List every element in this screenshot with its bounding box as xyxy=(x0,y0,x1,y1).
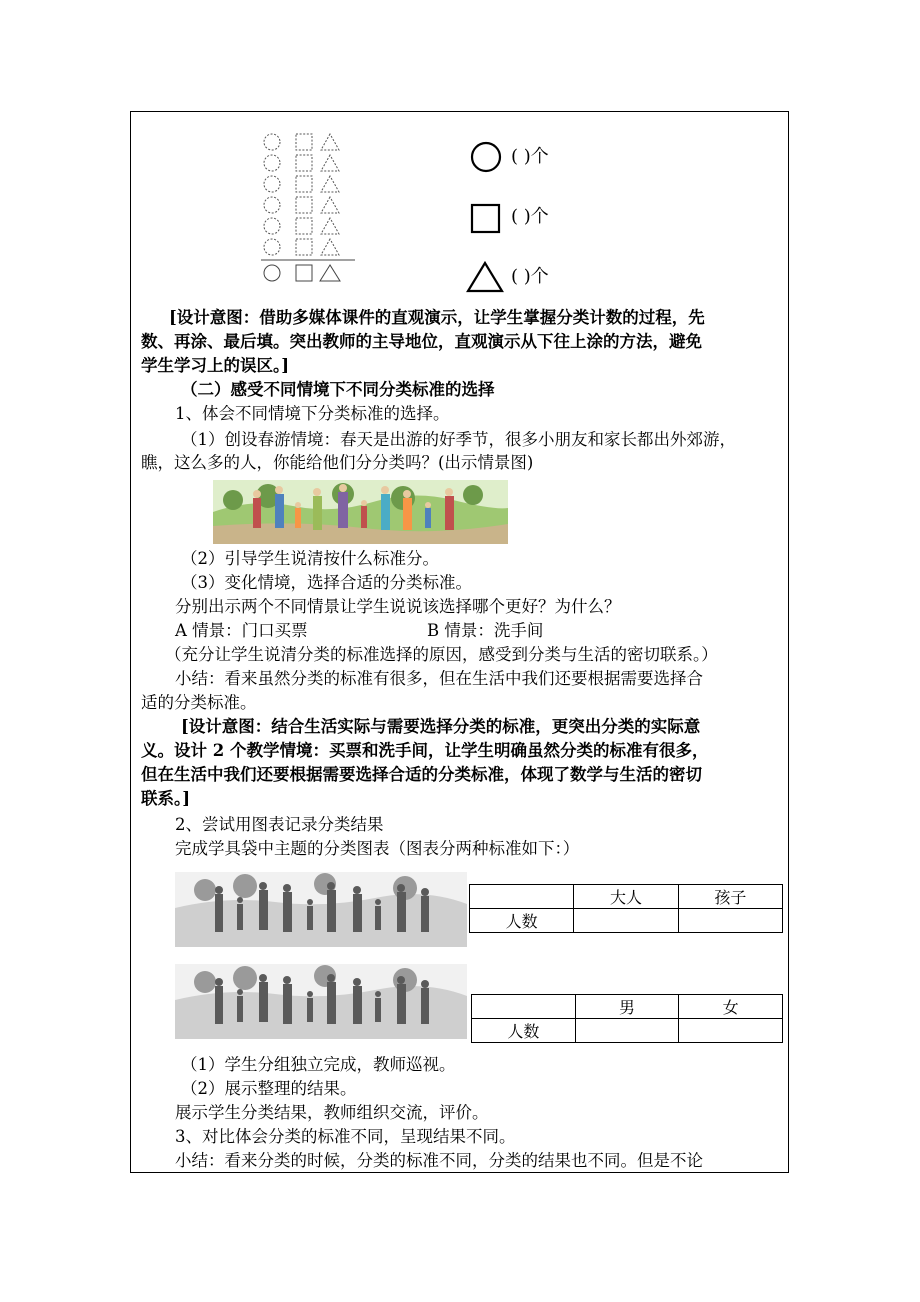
spring-outing-scene-image xyxy=(213,480,508,544)
design-note-2-line-4: 联系。] xyxy=(141,789,191,808)
scene-a-ticket: A 情景：门口买票 xyxy=(175,621,308,640)
table-1-header-adult: 大人 xyxy=(574,885,678,909)
male-female-table xyxy=(471,994,783,1043)
circle-icon xyxy=(469,140,503,174)
table-1-row-label: 人数 xyxy=(470,909,574,933)
square-icon xyxy=(469,202,503,236)
circle-count-answer: ( )个 xyxy=(511,146,549,167)
design-note-1-line-3: 学生学习上的误区。] xyxy=(141,356,290,375)
adult-child-table xyxy=(469,884,783,933)
table-1-header-child: 孩子 xyxy=(678,885,782,909)
item-2-heading: 2、尝试用图表记录分类结果 xyxy=(175,815,384,834)
design-note-2-line-1: [设计意图：结合生活实际与需要选择分类的标准，更突出分类的实际意 xyxy=(181,717,701,736)
step-3-detail: 分别出示两个不同情景让学生说说该选择哪个更好？为什么？ xyxy=(175,597,621,616)
square-column xyxy=(296,134,312,255)
outing-scene-gray-1-image xyxy=(175,872,467,947)
design-note-2-line-3: 但在生活中我们还要根据需要选择合适的分类标准，体现了数学与生活的密切 xyxy=(141,765,702,784)
step-1-line-2: 瞧，这么多的人，你能给他们分分类吗？(出示情景图) xyxy=(141,453,534,472)
step-1-line-1: （1）创设春游情境：春天是出游的好季节，很多小朋友和家长都出外郊游， xyxy=(181,430,736,449)
design-note-2-line-2: 义。设计 2 个教学情境：买票和洗手间，让学生明确虽然分类的标准有很多， xyxy=(141,741,709,760)
step-3: （3）变化情境，选择合适的分类标准。 xyxy=(181,573,472,592)
summary-1-line-1: 小结：看来虽然分类的标准有很多，但在生活中我们还要根据需要选择合 xyxy=(175,669,703,688)
design-note-1-line-2: 数、再涂、最后填。突出教师的主导地位，直观演示从下往上涂的方法，避免 xyxy=(141,332,702,351)
summary-1-line-2: 适的分类标准。 xyxy=(141,693,257,712)
dotted-shapes-illustration xyxy=(259,130,359,286)
group-step-2: （2）展示整理的结果。 xyxy=(181,1079,357,1098)
table-2-header-female: 女 xyxy=(679,995,783,1019)
table-1-corner-cell xyxy=(470,885,574,909)
table-2-male-count-cell[interactable] xyxy=(575,1019,679,1043)
square-count-answer: ( )个 xyxy=(511,206,549,227)
item-2-detail: 完成学具袋中主题的分类图表（图表分两种标准如下：） xyxy=(175,839,580,858)
triangle-count-answer: ( )个 xyxy=(511,266,549,287)
table-2-corner-cell xyxy=(472,995,576,1019)
table-1-child-count-cell[interactable] xyxy=(678,909,782,933)
triangle-icon xyxy=(465,260,505,294)
step-2: （2）引导学生说清按什么标准分。 xyxy=(181,549,439,568)
table-2-header-male: 男 xyxy=(575,995,679,1019)
summary-2: 小结：看来分类的时候，分类的标准不同，分类的结果也不同。但是不论 xyxy=(175,1151,703,1170)
triangle-column xyxy=(321,134,339,255)
lesson-plan-cell xyxy=(130,111,789,1173)
note-parenthetical: （充分让学生说清分类的标准选择的原因，感受到分类与生活的密切联系。） xyxy=(165,645,718,664)
circle-column xyxy=(264,134,280,255)
design-note-1-line-1: [设计意图：借助多媒体课件的直观演示，让学生掌握分类计数的过程，先 xyxy=(169,308,705,327)
group-step-1: （1）学生分组独立完成，教师巡视。 xyxy=(181,1055,456,1074)
item-1-heading: 1、体会不同情境下分类标准的选择。 xyxy=(175,404,450,423)
show-results: 展示学生分类结果，教师组织交流，评价。 xyxy=(175,1103,489,1122)
solid-shape-row xyxy=(264,265,340,281)
table-2-female-count-cell[interactable] xyxy=(679,1019,783,1043)
item-3-heading: 3、对比体会分类的标准不同，呈现结果不同。 xyxy=(175,1127,516,1146)
table-2-row-label: 人数 xyxy=(472,1019,576,1043)
section-2-heading: （二）感受不同情境下不同分类标准的选择 xyxy=(181,380,495,399)
scene-b-restroom: B 情景：洗手间 xyxy=(427,621,544,640)
outing-scene-gray-2-image xyxy=(175,964,467,1039)
table-1-adult-count-cell[interactable] xyxy=(574,909,678,933)
